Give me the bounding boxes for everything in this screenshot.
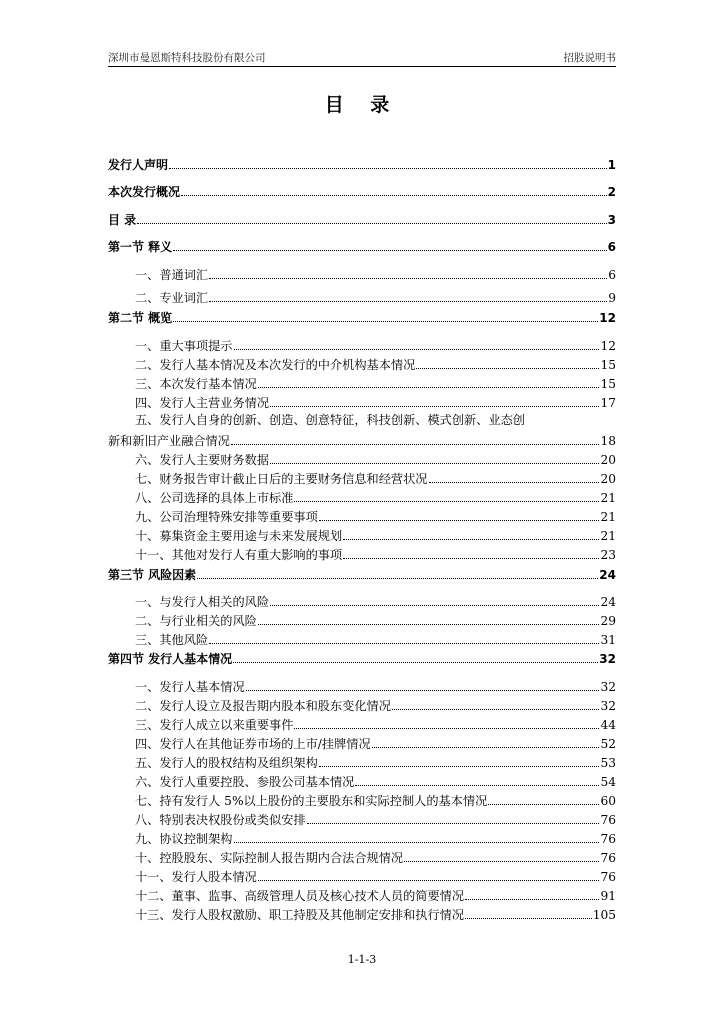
toc-subsection-entry[interactable]	[135, 715, 616, 733]
toc-subsection-entry[interactable]	[135, 488, 616, 506]
dot-leader	[231, 444, 600, 445]
toc-entry-page: 12	[600, 339, 616, 353]
toc-entry-label: 七、持有发行人 5%以上股份的主要股东和实际控制人的基本情况	[135, 794, 488, 808]
toc-section-entry[interactable]	[108, 308, 616, 326]
toc-entry-label: 十、募集资金主要用途与未来发展规划	[135, 529, 343, 543]
toc-entry-page: 21	[600, 491, 616, 505]
toc-entry-label: 一、重大事项提示	[135, 339, 233, 353]
dot-leader	[258, 880, 600, 881]
dot-leader	[209, 278, 607, 279]
toc-entry-label: 第四节 发行人基本情况	[108, 652, 233, 666]
dot-leader	[234, 842, 600, 843]
toc-subsection-entry[interactable]	[135, 393, 616, 411]
toc-subsection-entry[interactable]	[135, 507, 616, 525]
toc-entry-label: 二、与行业相关的风险	[135, 614, 257, 628]
toc-entry-page: 60	[600, 794, 616, 808]
toc-entry-page: 20	[600, 472, 616, 486]
toc-subsection-entry[interactable]	[135, 886, 616, 904]
dot-leader	[294, 728, 599, 729]
toc-subsection-entry[interactable]	[135, 810, 616, 828]
toc-entry-page: 9	[608, 291, 616, 305]
toc-entry-label: 九、协议控制架构	[135, 832, 233, 846]
toc-subsection-entry[interactable]	[135, 905, 616, 923]
toc-section-entry[interactable]	[108, 565, 616, 583]
toc-entry-label: 一、发行人基本情况	[135, 680, 245, 694]
toc-entry-page: 6	[608, 268, 616, 282]
toc-entry-page: 91	[600, 889, 616, 903]
toc-subsection-entry[interactable]	[135, 469, 616, 487]
toc-subsection-entry[interactable]	[135, 848, 616, 866]
toc-entry-page: 17	[600, 396, 616, 410]
toc-subsection-entry[interactable]	[135, 677, 616, 695]
dot-leader	[355, 785, 599, 786]
toc-entry-page: 21	[600, 510, 616, 524]
toc-entry-page: 15	[600, 358, 616, 372]
dot-leader	[465, 899, 599, 900]
dot-leader	[246, 690, 600, 691]
toc-entry-label: 四、发行人主营业务情况	[135, 396, 270, 410]
dot-leader	[372, 747, 600, 748]
toc-subsection-entry[interactable]	[135, 791, 616, 809]
toc-entry-text: 五、发行人自身的创新、创造、创意特征，科技创新、模式创新、业态创	[135, 413, 525, 427]
toc-section-entry[interactable]	[108, 155, 616, 173]
toc-entry-label: 一、普通词汇	[135, 268, 209, 282]
toc-entry-page: 76	[600, 851, 616, 865]
dot-leader	[258, 624, 600, 625]
toc-entry-page: 53	[600, 756, 616, 770]
toc-entry-label: 十二、董事、监事、高级管理人员及核心技术人员的简要情况	[135, 889, 465, 903]
dot-leader	[270, 605, 599, 606]
toc-subsection-entry[interactable]	[135, 526, 616, 544]
dot-leader	[392, 709, 600, 710]
toc-entry-page: 18	[600, 434, 616, 448]
page-title: 目 录	[324, 94, 400, 116]
toc-entry-page: 3	[607, 213, 616, 227]
dot-leader	[270, 463, 599, 464]
toc-entry-label: 第二节 概览	[108, 311, 173, 325]
toc-subsection-entry[interactable]	[135, 611, 616, 629]
document-type: 招股说明书	[563, 52, 616, 64]
toc-subsection-entry[interactable]	[135, 867, 616, 885]
toc-entry-page: 24	[600, 595, 616, 609]
toc-entry-page: 23	[600, 548, 616, 562]
toc-entry-page: 32	[600, 699, 616, 713]
toc-entry-label: 七、财务报告审计截止日后的主要财务信息和经营状况	[135, 472, 428, 486]
dot-leader	[137, 223, 606, 224]
dot-leader	[173, 321, 598, 322]
toc-subsection-entry[interactable]	[135, 288, 616, 306]
toc-entry-label: 目 录	[108, 213, 137, 227]
toc-entry-page: 44	[600, 718, 616, 732]
toc-subsection-entry[interactable]	[135, 829, 616, 847]
toc-entry-page: 20	[600, 453, 616, 467]
toc-entry-label: 五、发行人的股权结构及组织架构	[135, 756, 318, 770]
dot-leader	[307, 823, 600, 824]
toc-entry-page: 32	[600, 680, 616, 694]
toc-entry-page: 1	[607, 158, 616, 172]
toc-entry-label: 第三节 风险因素	[108, 568, 197, 582]
toc-entry-page: 15	[600, 377, 616, 391]
toc-entry-label: 十三、发行人股权激励、职工持股及其他制定安排和执行情况	[135, 908, 465, 922]
page-number: 1-1-3	[347, 953, 377, 966]
dot-leader	[416, 368, 599, 369]
company-name: 深圳市曼恩斯特科技股份有限公司	[108, 52, 266, 64]
dot-leader	[234, 349, 600, 350]
toc-subsection-entry[interactable]	[135, 545, 616, 563]
toc-entry-page: 76	[600, 813, 616, 827]
toc-entry-label: 十一、发行人股本情况	[135, 870, 257, 884]
toc-entry-label: 六、发行人重要控股、参股公司基本情况	[135, 775, 355, 789]
toc-entry-label: 八、特别表决权股份或类似安排	[135, 813, 306, 827]
toc-subsection-entry[interactable]	[135, 734, 616, 752]
toc-entry-label: 六、发行人主要财务数据	[135, 453, 270, 467]
toc-entry-label: 一、与发行人相关的风险	[135, 595, 270, 609]
toc-subsection-entry[interactable]	[135, 772, 616, 790]
toc-subsection-entry[interactable]	[135, 696, 616, 714]
dot-leader	[233, 662, 598, 663]
toc-entry-label: 三、本次发行基本情况	[135, 377, 257, 391]
toc-entry-label: 八、公司选择的具体上市标准	[135, 491, 294, 505]
toc-section-entry[interactable]	[108, 182, 616, 200]
page-header	[108, 50, 616, 66]
dot-leader	[258, 387, 600, 388]
toc-subsection-entry[interactable]	[135, 374, 616, 392]
toc-entry-label: 四、发行人在其他证券市场的上市/挂牌情况	[135, 737, 371, 751]
toc-entry-page: 32	[599, 652, 616, 666]
toc-section-entry[interactable]	[108, 237, 616, 255]
toc-entry-page: 24	[599, 568, 616, 582]
toc-subsection-entry[interactable]	[135, 630, 616, 648]
toc-subsection-entry[interactable]	[135, 592, 616, 610]
toc-entry-label: 第一节 释义	[108, 240, 173, 254]
toc-subsection-entry[interactable]	[135, 265, 616, 283]
toc-entry-page: 76	[600, 870, 616, 884]
dot-leader	[343, 539, 599, 540]
toc-section-entry[interactable]	[108, 210, 616, 228]
dot-leader	[173, 250, 606, 251]
toc-entry-page: 21	[600, 529, 616, 543]
toc-subsection-entry[interactable]	[135, 450, 616, 468]
toc-entry-label: 本次发行概况	[108, 185, 181, 199]
dot-leader	[319, 766, 600, 767]
dot-leader	[209, 643, 599, 644]
toc-section-entry[interactable]	[108, 649, 616, 667]
toc-entry-page: 6	[607, 240, 616, 254]
toc-entry-page: 76	[600, 832, 616, 846]
toc-subsection-entry[interactable]	[135, 336, 616, 354]
toc-entry-label: 二、发行人设立及报告期内股本和股东变化情况	[135, 699, 391, 713]
toc-entry-label: 二、专业词汇	[135, 291, 209, 305]
toc-entry-label: 九、公司治理特殊安排等重要事项	[135, 510, 318, 524]
toc-entry-label: 十、控股股东、实际控制人报告期内合法合规情况	[135, 851, 404, 865]
toc-entry-page: 31	[600, 633, 616, 647]
dot-leader	[294, 501, 599, 502]
dot-leader	[197, 578, 598, 579]
toc-subsection-entry[interactable]	[108, 431, 616, 449]
dot-leader	[209, 301, 607, 302]
toc-subsection-entry[interactable]	[135, 355, 616, 373]
dot-leader	[343, 558, 599, 559]
dot-leader	[181, 195, 607, 196]
toc-entry-label: 发行人声明	[108, 158, 169, 172]
dot-leader	[488, 804, 599, 805]
toc-entry-label: 十一、其他对发行人有重大影响的事项	[135, 548, 343, 562]
dot-leader	[319, 520, 600, 521]
toc-entry-page: 105	[592, 908, 616, 922]
toc-entry-page: 2	[607, 185, 616, 199]
toc-entry-page: 54	[600, 775, 616, 789]
toc-entry-page: 12	[599, 311, 616, 325]
toc-entry-label: 三、其他风险	[135, 633, 209, 647]
toc-subsection-entry[interactable]	[135, 753, 616, 771]
dot-leader	[404, 861, 599, 862]
toc-entry-label: 二、发行人基本情况及本次发行的中介机构基本情况	[135, 358, 416, 372]
dot-leader	[270, 406, 599, 407]
toc-entry-label: 三、发行人成立以来重要事件	[135, 718, 294, 732]
dot-leader	[429, 482, 600, 483]
toc-entry-page: 52	[600, 737, 616, 751]
toc-entry-label: 新和新旧产业融合情况	[108, 434, 230, 448]
header-rule	[108, 66, 616, 67]
dot-leader	[169, 168, 607, 169]
toc-entry-page: 29	[600, 614, 616, 628]
dot-leader	[465, 918, 592, 919]
